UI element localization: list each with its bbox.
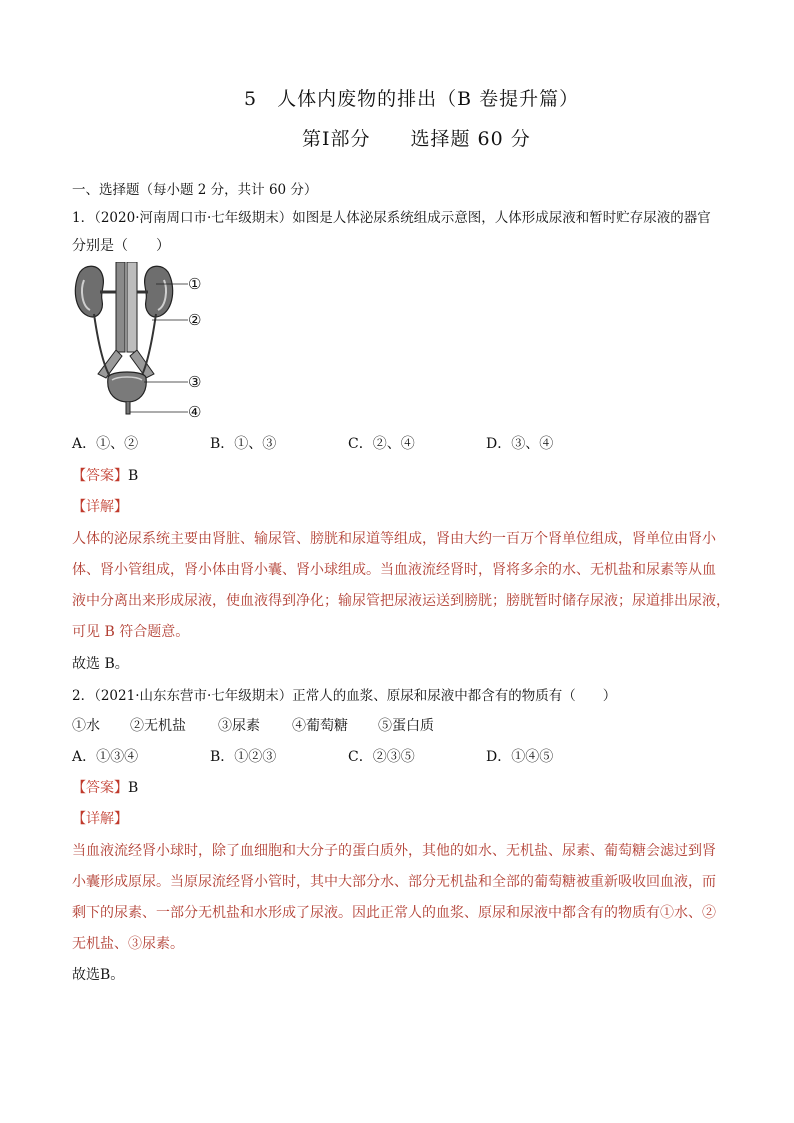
q1-stem-line1: 1．（2020·河南周口市·七年级期末）如图是人体泌尿系统组成示意图，人体形成尿液和暂时贮存尿液的器官 bbox=[72, 210, 711, 226]
figure-label-3: ③ bbox=[188, 373, 202, 391]
q1-detail-line: 人体的泌尿系统主要由肾脏、输尿管、膀胱和尿道等组成，肾由大约一百万个肾单位组成，肾单位由肾小 bbox=[72, 531, 716, 547]
q1-detail-tag: 【详解】 bbox=[72, 499, 128, 515]
q1-conclusion: 故选 B。 bbox=[72, 656, 129, 672]
answer-tag: 【答案】 bbox=[72, 468, 128, 484]
q2-detail-line: 当血液流经肾小球时，除了血细胞和大分子的蛋白质外，其他的如水、无机盐、尿素、葡萄糖会滤过到肾 bbox=[72, 843, 716, 859]
q2-detail-line: 无机盐、③尿素。 bbox=[72, 936, 184, 952]
q2-item: ④葡萄糖 bbox=[292, 718, 348, 734]
answer-value: B bbox=[128, 468, 139, 484]
answer-tag: 【答案】 bbox=[72, 780, 128, 796]
q2-stem: 2．（2021·山东东营市·七年级期末）正常人的血浆、原尿和尿液中都含有的物质有（ ） bbox=[72, 688, 617, 704]
figure-label-1: ① bbox=[188, 275, 202, 293]
q2-option-d: D．①④⑤ bbox=[486, 749, 554, 765]
q1-option-c: C．②、④ bbox=[348, 436, 415, 452]
q2-item: ②无机盐 bbox=[130, 718, 186, 734]
q2-option-c: C．②③⑤ bbox=[348, 749, 415, 765]
q2-item: ③尿素 bbox=[218, 718, 260, 734]
q1-option-b: B．①、③ bbox=[210, 436, 277, 452]
q1-detail-line: 体、肾小管组成，肾小体由肾小囊、肾小球组成。当血液流经肾时，肾将多余的水、无机盐和尿素等从血 bbox=[72, 562, 716, 578]
q2-detail-tag: 【详解】 bbox=[72, 811, 128, 827]
q2-option-b: B．①②③ bbox=[210, 749, 277, 765]
q2-detail-line: 剩下的尿素、一部分无机盐和水形成了尿液。因此正常人的血浆、原尿和尿液中都含有的物质有①水、② bbox=[72, 905, 716, 921]
q1-option-d: D．③、④ bbox=[486, 436, 554, 452]
q2-item: ⑤蛋白质 bbox=[378, 718, 434, 734]
page-title: 5 人体内废物的排出（B 卷提升篇） bbox=[244, 88, 580, 110]
q1-option-a: A．①、② bbox=[72, 436, 139, 452]
q1-detail-line: 可见 B 符合题意。 bbox=[72, 624, 190, 640]
q1-detail-line: 液中分离出来形成尿液，使血液得到净化；输尿管把尿液运送到膀胱；膀胱暂时储存尿液；尿道排出尿液， bbox=[72, 593, 730, 609]
q2-detail-line: 小囊形成原尿。当原尿流经肾小管时，其中大部分水、部分无机盐和全部的葡萄糖被重新吸收回血液，而 bbox=[72, 874, 716, 890]
q2-conclusion: 故选B。 bbox=[72, 967, 125, 983]
figure-label-4: ④ bbox=[188, 403, 202, 421]
page-subtitle: 第Ⅰ部分 选择题 60 分 bbox=[302, 128, 531, 150]
figure-label-2: ② bbox=[188, 311, 202, 329]
answer-value: B bbox=[128, 780, 139, 796]
q1-stem-line2: 分别是（ ） bbox=[72, 238, 170, 254]
section-heading: 一、选择题（每小题 2 分，共计 60 分） bbox=[72, 182, 318, 198]
q2-answer bbox=[72, 777, 138, 797]
q2-item: ①水 bbox=[72, 718, 100, 734]
q1-answer bbox=[72, 465, 138, 485]
q2-option-a: A．①③④ bbox=[72, 749, 139, 765]
